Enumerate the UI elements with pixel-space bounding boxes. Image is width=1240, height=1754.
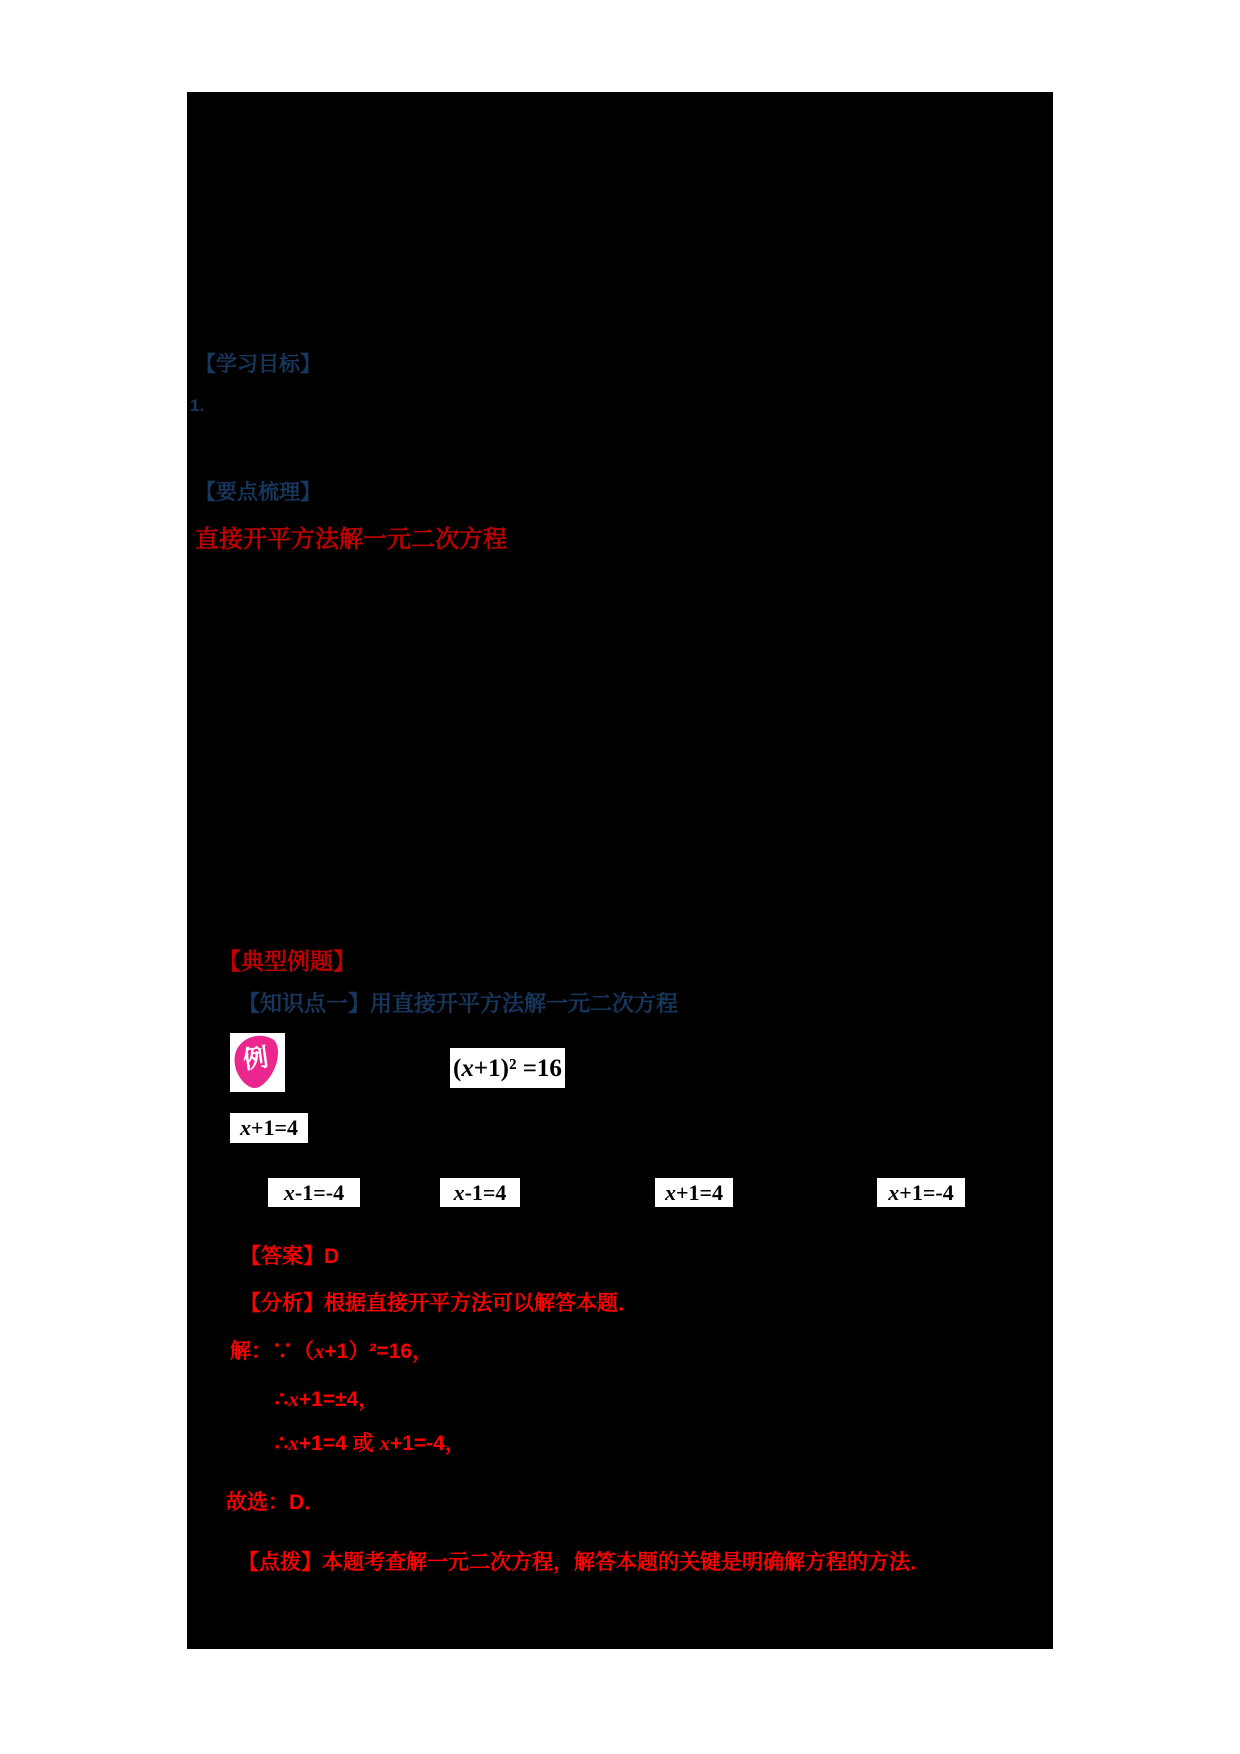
stem-equation: x +1=4 (230, 1113, 308, 1143)
examples-header: 【典型例题】 (218, 948, 356, 974)
learning-goal-item-number: 1. (190, 396, 205, 415)
example-equation: ( x +1)² =16 (450, 1048, 565, 1088)
learning-goal-header: 【学习目标】 (195, 353, 321, 376)
knowledge-point-header: 【知识点一】用直接开平方法解一元二次方程 (238, 991, 679, 1016)
example-icon (230, 1033, 285, 1092)
example-badge (230, 1033, 285, 1092)
example-icon-label: 例 (241, 1043, 271, 1075)
key-points-header: 【要点梳理】 (195, 481, 321, 504)
solution-step-2: ∴x+1=±4， (275, 1387, 380, 1411)
option-d-equation: x +1=-4 (877, 1178, 965, 1207)
solution-step-1: 解：∵（x+1）²=16， (230, 1339, 434, 1363)
key-points-title: 直接开平方法解一元二次方程 (195, 526, 507, 553)
option-c-equation: x +1=4 (655, 1178, 733, 1207)
analysis-line: 【分析】根据直接开平方法可以解答本题． (240, 1292, 639, 1315)
option-b-equation: x -1=4 (440, 1178, 520, 1207)
solution-step-3: ∴x+1=4 或 x+1=-4， (275, 1431, 466, 1455)
option-a-equation: x -1=-4 (268, 1178, 360, 1207)
answer-line: 【答案】D (240, 1245, 340, 1268)
conclusion-line: 故选：D． (226, 1491, 326, 1514)
document-page (187, 92, 1053, 1649)
note-line: 【点拨】本题考查解一元二次方程，解答本题的关键是明确解方程的方法． (238, 1551, 931, 1574)
